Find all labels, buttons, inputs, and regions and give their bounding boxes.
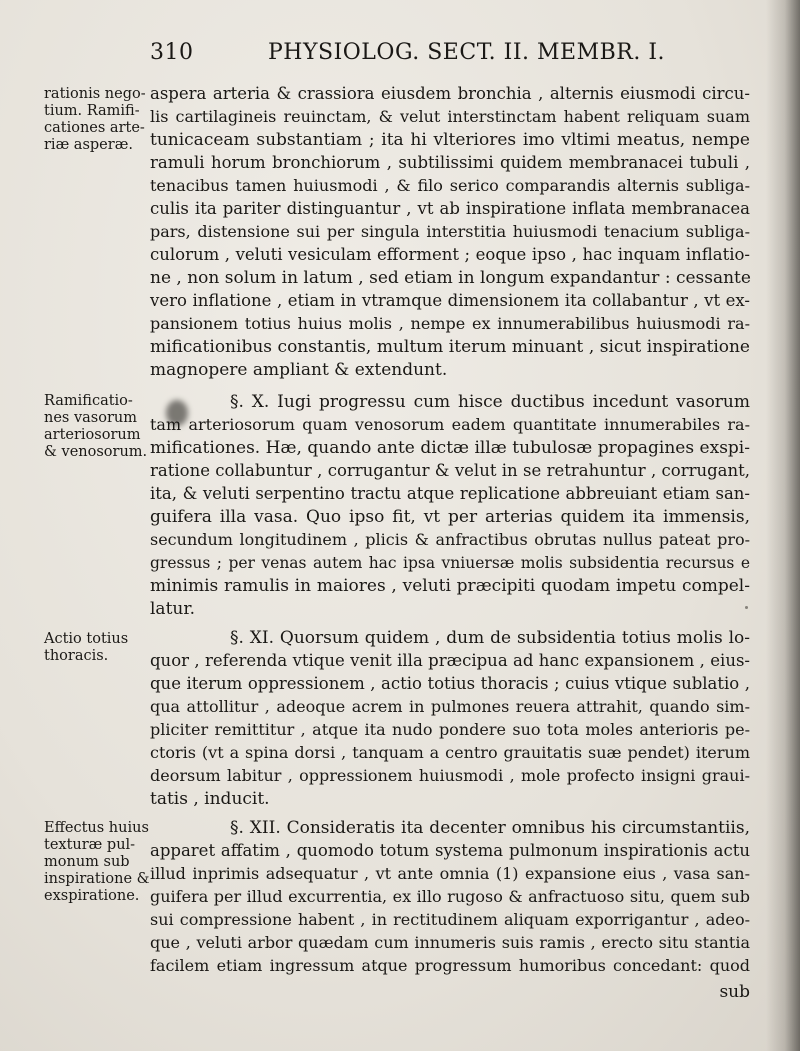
text-line: ctoris (vt a spina dorsi , tanquam a centro grauitatis suæ pendet) iterum [150,743,750,762]
text-line: deorsum labitur , oppressionem huiusmodi , mole profecto insigni graui- [150,766,750,785]
margin-note-line: inspiratione & [44,871,150,887]
text-line: guifera per illud excurrentia, ex illo rugoso & anfractuoso situ, quem sub [150,887,750,906]
text-line: lis cartilagineis reuinctam, & velut interstinctam habent reliquam suam [150,107,750,126]
margin-note-line: tium. Ramifi- [44,103,140,119]
text-line: pars, distensione sui per singula interstitia huiusmodi tenacium subliga- [150,222,750,241]
margin-note [44,393,150,461]
margin-note-line: exspiratione. [44,888,140,904]
text-line: que iterum oppressionem , actio totius thoracis ; cuius vtique sublatio , [150,674,750,693]
text-line: tatis , inducit. [150,789,270,809]
margin-note-line: monum sub [44,854,130,870]
text-line: culis ita pariter distinguantur , vt ab inspiratione inflata membranacea [150,199,750,218]
text-line: ita, & veluti serpentino tractu atque replicatione abbreuiant etiam san- [150,484,750,503]
text-line: gressus ; per venas autem hac ipsa vniuersæ molis subsidentia recursus e [150,554,750,572]
margin-note [44,86,150,154]
text-line: mificationibus constantis, multum iterum minuant , sicut inspiratione [150,337,750,357]
text-line: facilem etiam ingressum atque progressum humoribus concedant: quod [150,956,750,975]
page-gutter-shadow [766,0,800,1051]
text-line: illud inprimis adsequatur , vt ante omnia (1) expansione eius , vasa san- [150,864,750,883]
section-heading-line: §. X. Iugi progressu cum hisce ductibus incedunt vasorum [230,392,750,412]
text-line: secundum longitudinem , plicis & anfractibus obrutas nullus pateat pro- [150,530,750,549]
margin-note-line: & venosorum. [44,444,148,460]
text-line: tunicaceam substantiam ; ita hi vlteriores imo vltimi meatus, nempe [150,130,750,150]
catchword: sub [719,982,750,1002]
margin-note-line: cationes arte- [44,120,145,136]
margin-note-line: nes vasorum [44,410,137,426]
text-line: qua attollitur , adeoque acrem in pulmones reuera attrahit, quando sim- [150,697,750,716]
margin-note-line: Ramificatio- [44,393,133,409]
text-line: ne , non solum in latum , sed etiam in longum expandantur : cessante [150,268,751,288]
margin-note [44,820,150,905]
text-line: sui compressione habent , in rectitudinem aliquam exporrigantur , adeo- [150,910,750,929]
page-number: 310 [150,40,194,65]
text-line: tam arteriosorum quam venosorum eadem quantitate innumerabiles ra- [150,415,750,434]
text-line: pansionem totius huius molis , nempe ex innumerabilibus huiusmodi ra- [150,314,750,333]
text-line: vero inflatione , etiam in vtramque dimensionem ita collabantur , vt ex- [150,291,750,310]
margin-note-line: Actio totius [44,631,129,647]
section-heading-line: §. XI. Quorsum quidem , dum de subsidentia totius molis lo- [230,628,750,648]
text-line: culorum , veluti vesiculam efforment ; eoque ipso , hac inquam inflatio- [150,245,750,264]
margin-note-line: riæ asperæ. [44,137,133,153]
text-line: mificationes. Hæ, quando ante dictæ illæ tubulosæ propagines exspi- [150,438,750,458]
text-line: ratione collabuntur , corrugantur & velut in se retrahuntur , corrugant, [150,461,750,480]
text-line: ramuli horum bronchiorum , subtilissimi quidem membranacei tubuli , [150,153,750,172]
margin-note-line: thoracis. [44,648,109,664]
running-title: PHYSIOLOG. SECT. II. MEMBR. I. [268,40,666,65]
text-line: apparet affatim , quomodo totum systema pulmonum inspirationis actu [150,841,750,860]
margin-note-line: texturæ pul- [44,837,136,853]
margin-note-line: rationis nego- [44,86,146,102]
text-line: aspera arteria & crassiora eiusdem bronchia , alternis eiusmodi circu- [150,84,750,103]
page-header [0,36,800,70]
text-line: que , veluti arbor quædam cum innumeris suis ramis , erecto situ stantia [150,933,750,952]
text-line: pliciter remittitur , atque ita nudo pondere suo tota moles anterioris pe- [150,720,750,739]
text-line: magnopere ampliant & extendunt. [150,360,448,380]
margin-note-line: arteriosorum [44,427,141,443]
margin-note [44,631,150,665]
margin-note-line: Effectus huius [44,820,149,836]
text-line: guifera illa vasa. Quo ipso fit, vt per arterias quidem ita immensis, [150,507,750,527]
text-line: tenacibus tamen huiusmodi , & filo serico comparandis alternis subliga- [150,176,750,195]
text-line: quor , referenda vtique venit illa præcipua ad hanc expansionem , eius- [150,651,750,670]
text-line: latur. [150,599,196,619]
section-heading-line: §. XII. Consideratis ita decenter omnibus his circumstantiis, [230,818,750,838]
text-line: minimis ramulis in maiores , veluti præcipiti quodam impetu compel- [150,576,750,596]
